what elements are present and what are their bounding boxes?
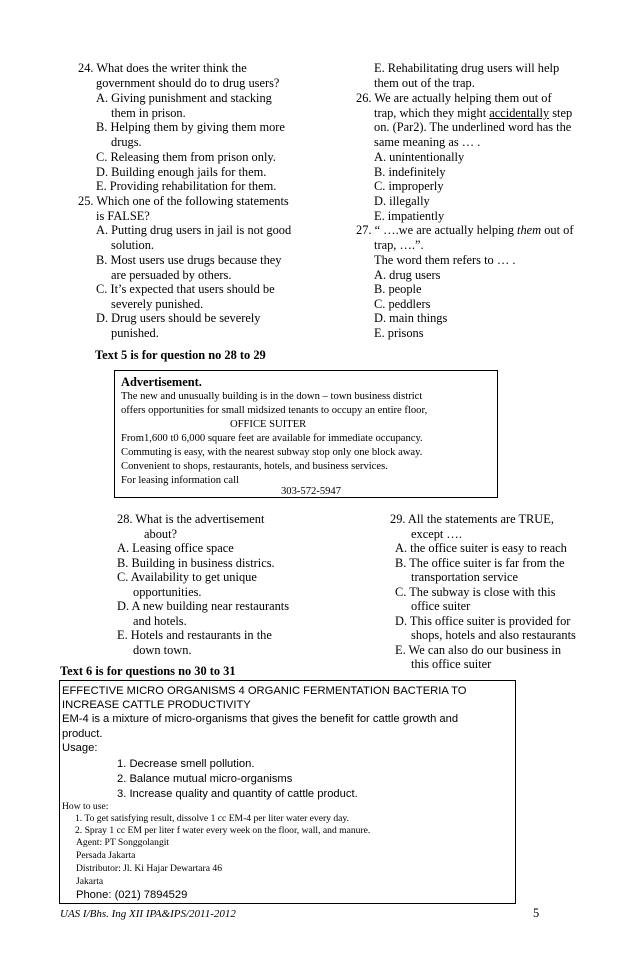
q29-option-b: B. The office suiter is far from the <box>395 556 565 570</box>
q24-option-c: C. Releasing them from prison only. <box>96 150 276 164</box>
em4-title-2: INCREASE CATTLE PRODUCTIVITY <box>62 699 251 711</box>
em4-usage-1: 1. Decrease smell pollution. <box>117 758 255 770</box>
q29-option-a: A. the office suiter is easy to reach <box>395 541 567 555</box>
em4-persada: Persada Jakarta <box>76 850 136 861</box>
q24-option-a-cont: them in prison. <box>111 106 186 120</box>
ad-line-6: Convenient to shops, restaurants, hotels, and business services. <box>121 461 388 472</box>
ad-line-4: From1,600 t0 6,000 square feet are available for immediate occupancy. <box>121 433 423 444</box>
q29-option-c-cont: office suiter <box>411 599 471 613</box>
q27-stem-3: The word them refers to … . <box>374 253 516 267</box>
page-number: 5 <box>533 906 540 920</box>
q27-stem-1c: out of <box>541 223 574 237</box>
q28-stem-2: about? <box>144 527 178 541</box>
q24-option-b: B. Helping them by giving them more <box>96 120 285 134</box>
ad-line-5: Commuting is easy, with the nearest subway stop only one block away. <box>121 447 423 458</box>
ad-line-1: The new and unusually building is in the down – town business district <box>121 391 423 402</box>
q28-option-e-cont: down town. <box>133 643 192 657</box>
q26-stem-1: 26. We are actually helping them out of <box>356 91 552 105</box>
q26-stem-4: same meaning as … . <box>374 135 481 149</box>
ad-phone: 303-572-5947 <box>281 486 342 497</box>
q26-stem-2 <box>374 106 572 121</box>
em4-how-1: 1. To get satisfying result, dissolve 1 cc EM-4 per liter water every day. <box>75 813 350 824</box>
em4-jakarta: Jakarta <box>76 876 104 887</box>
q24-option-a: A. Giving punishment and stacking <box>96 91 272 105</box>
q24-option-e: E. Providing rehabilitation for them. <box>96 179 277 193</box>
footer-left: UAS I/Bhs. Ing XII IPA&IPS/2011-2012 <box>60 908 236 920</box>
q29-option-d-cont: shops, hotels and also restaurants <box>411 628 576 642</box>
q27-stem-1a: 27. “ ….we are actually helping <box>356 223 518 237</box>
q27-stem-2: trap, ….”. <box>374 238 424 252</box>
q28-option-d-cont: and hotels. <box>133 614 187 628</box>
q25-option-d-cont: punished. <box>111 326 159 340</box>
q25-option-b: B. Most users use drugs because they <box>96 253 282 267</box>
q25-option-d: D. Drug users should be severely <box>96 311 261 325</box>
q27-option-e: E. prisons <box>374 326 424 340</box>
q25-option-c: C. It’s expected that users should be <box>96 282 275 296</box>
em4-usage-2: 2. Balance mutual micro-organisms <box>117 773 293 785</box>
em4-box <box>59 680 516 904</box>
q27-option-b: B. people <box>374 282 422 296</box>
q29-option-d: D. This office suiter is provided for <box>395 614 571 628</box>
q25-option-b-cont: are persuaded by others. <box>111 268 232 282</box>
em4-desc-1: EM-4 is a mixture of micro-organisms that gives the benefit for cattle growth and <box>62 713 459 725</box>
q28-option-b: B. Building in business districs. <box>117 556 275 570</box>
q24-option-b-cont: drugs. <box>111 135 142 149</box>
q29-stem-1: 29. All the statements are TRUE, <box>390 512 554 526</box>
q24-stem-2: government should do to drug users? <box>96 76 280 90</box>
underlined-word: accidentally <box>489 106 550 120</box>
q24-option-d: D. Building enough jails for them. <box>96 165 267 179</box>
q25-option-e: E. Rehabilitating drug users will help <box>374 61 560 75</box>
em4-usage-label: Usage: <box>62 742 98 754</box>
em4-title-1: EFFECTIVE MICRO ORGANISMS 4 ORGANIC FERMENTATION BACTERIA TO <box>62 685 467 697</box>
q26-option-e: E. impatiently <box>374 209 445 223</box>
q29-option-e: E. We can also do our business in <box>395 643 562 657</box>
q26-stem-3: on. (Par2). The underlined word has the <box>374 120 572 134</box>
q26-option-c: C. improperly <box>374 179 444 193</box>
ad-office-suiter: OFFICE SUITER <box>230 419 307 430</box>
q28-option-d: D. A new building near restaurants <box>117 599 290 613</box>
q29-option-b-cont: transportation service <box>411 570 519 584</box>
q26-option-a: A. unintentionally <box>374 150 465 164</box>
q25-option-c-cont: severely punished. <box>111 297 204 311</box>
em4-how-label: How to use: <box>62 801 109 812</box>
q25-option-a-cont: solution. <box>111 238 155 252</box>
q28-option-e: E. Hotels and restaurants in the <box>117 628 272 642</box>
ad-title: Advertisement. <box>121 375 202 389</box>
q26-stem-2a: trap, which they might <box>374 106 490 120</box>
ad-line-2: offers opportunities for small midsized tenants to occupy an entire floor, <box>121 405 428 416</box>
em4-phone: Phone: (021) 7894529 <box>76 889 188 901</box>
ad-line-7: For leasing information call <box>121 475 239 486</box>
q25-option-a: A. Putting drug users in jail is not good <box>96 223 292 237</box>
q28-option-c: C. Availability to get unique <box>117 570 257 584</box>
q24-stem-1: 24. What does the writer think the <box>78 61 247 75</box>
q26-option-d: D. illegally <box>374 194 430 208</box>
q27-option-a: A. drug users <box>374 268 441 282</box>
em4-distributor: Distributor: Jl. Ki Hajar Dewartara 46 <box>76 863 222 874</box>
q28-stem-1: 28. What is the advertisement <box>117 512 265 526</box>
q29-stem-2: except …. <box>411 527 462 541</box>
text6-heading: Text 6 is for questions no 30 to 31 <box>60 664 236 678</box>
q26-option-b: B. indefinitely <box>374 165 446 179</box>
advertisement-box <box>114 370 498 498</box>
text5-heading: Text 5 is for question no 28 to 29 <box>95 348 266 362</box>
q29-option-e-cont: this office suiter <box>411 657 492 671</box>
q25-stem-1: 25. Which one of the following statements <box>78 194 289 208</box>
q27-italic-word: them <box>517 223 542 237</box>
q28-option-c-cont: opportunities. <box>133 585 202 599</box>
q27-option-c: C. peddlers <box>374 297 431 311</box>
q29-option-c: C. The subway is close with this <box>395 585 556 599</box>
q25-stem-2: is FALSE? <box>96 209 150 223</box>
q25-option-e-cont: them out of the trap. <box>374 76 475 90</box>
q26-stem-2c: step <box>549 106 573 120</box>
em4-agent: Agent: PT Songgolangit <box>76 837 170 848</box>
em4-usage-3: 3. Increase quality and quantity of cattle product. <box>117 788 358 800</box>
em4-desc-2: product. <box>62 728 103 740</box>
em4-how-2: 2. Spray 1 cc EM per liter f water every week on the floor, wall, and manure. <box>75 825 371 836</box>
q27-option-d: D. main things <box>374 311 448 325</box>
q28-option-a: A. Leasing office space <box>117 541 234 555</box>
q27-stem-1 <box>356 223 573 238</box>
